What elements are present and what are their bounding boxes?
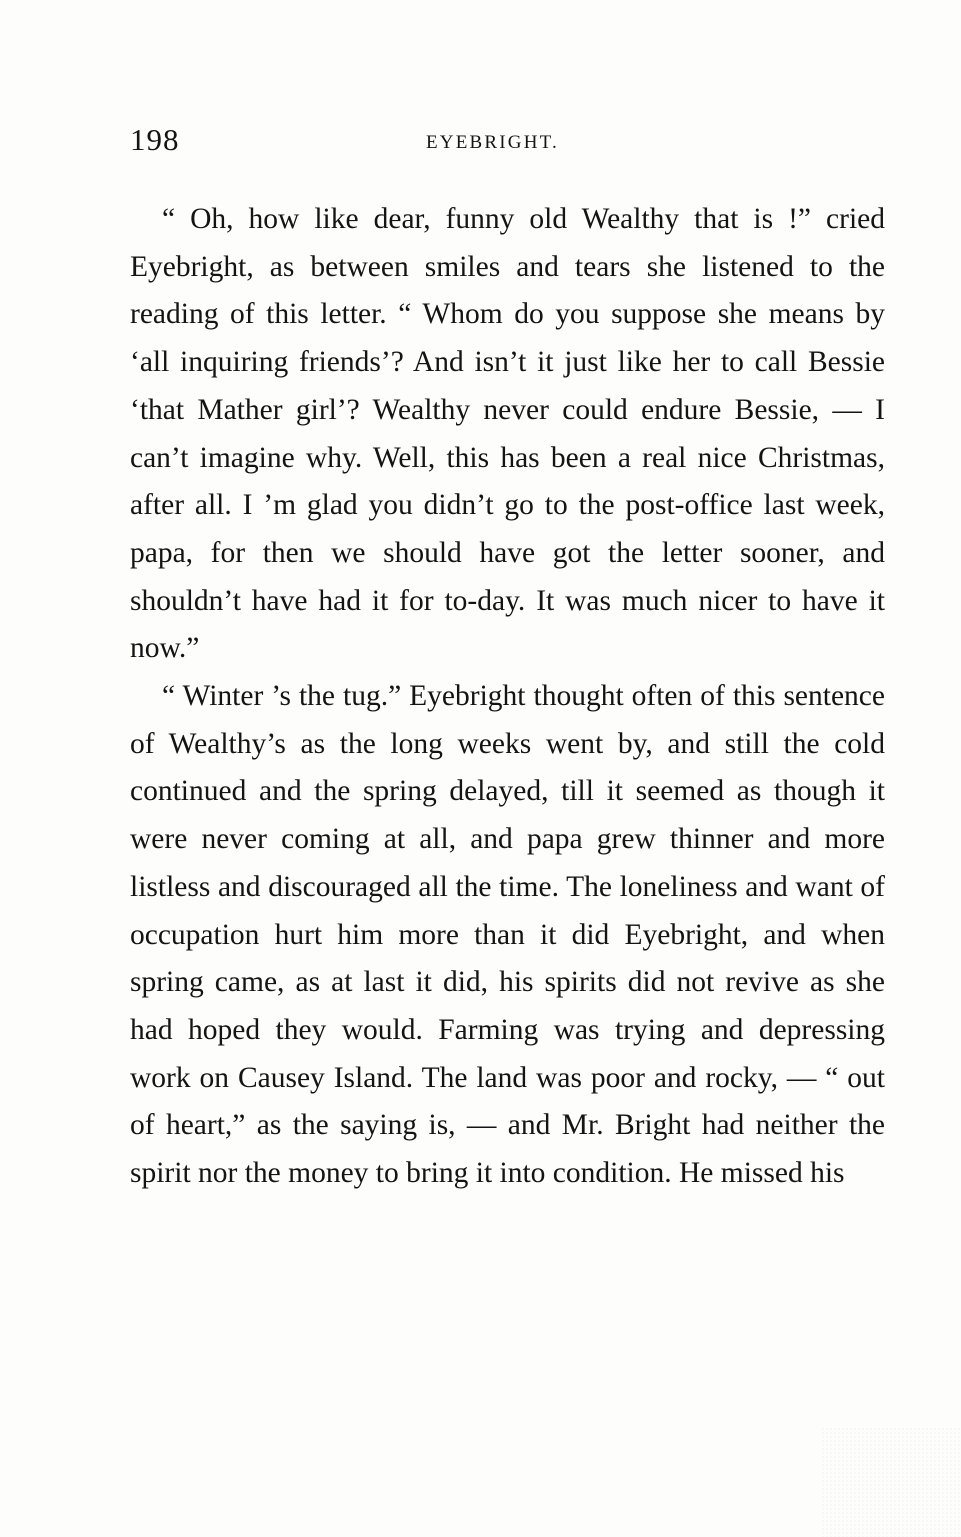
paragraph: “ Oh, how like dear, funny old Wealthy that is !” cried Eyebright, as between smiles and tears she listened to the reading of this letter. “ Whom do you suppose she means by ‘all inquiring friends’? And isn’t it just like her to call Bessie ‘that Mather girl’? Wealthy never could endure Bessie, — I can’t imagine why. Well, this has been a real nice Christmas, after all. I ’m glad you didn’t go to the post-office last week, papa, for then we should have got the letter sooner, and shouldn’t have had it for to-day. It was much nicer to have it now.” (130, 203, 885, 665)
paragraph: “ Winter ’s the tug.” Eyebright thought often of this sentence of Wealthy’s as the long weeks went by, and still the cold continued and the spring delayed, till it seemed as though it were never coming at all, and papa grew thinner and more listless and discouraged all the time. The loneliness and want of occupation hurt him more than it did Eyebright, and when spring came, as at last it did, his spirits did not revive as she had hoped they would. Farming was trying and depressing work on Causey Island. The land was poor and rocky, — “ out of heart,” as the saying is, — and Mr. Bright had neither the spirit nor the money to bring it into condition. He missed his (130, 680, 885, 1190)
running-head: EYEBRIGHT. (426, 132, 559, 153)
body-text (130, 196, 885, 1198)
page-header (130, 118, 885, 162)
paper-texture (821, 1427, 961, 1537)
page-number: 198 (130, 122, 180, 157)
